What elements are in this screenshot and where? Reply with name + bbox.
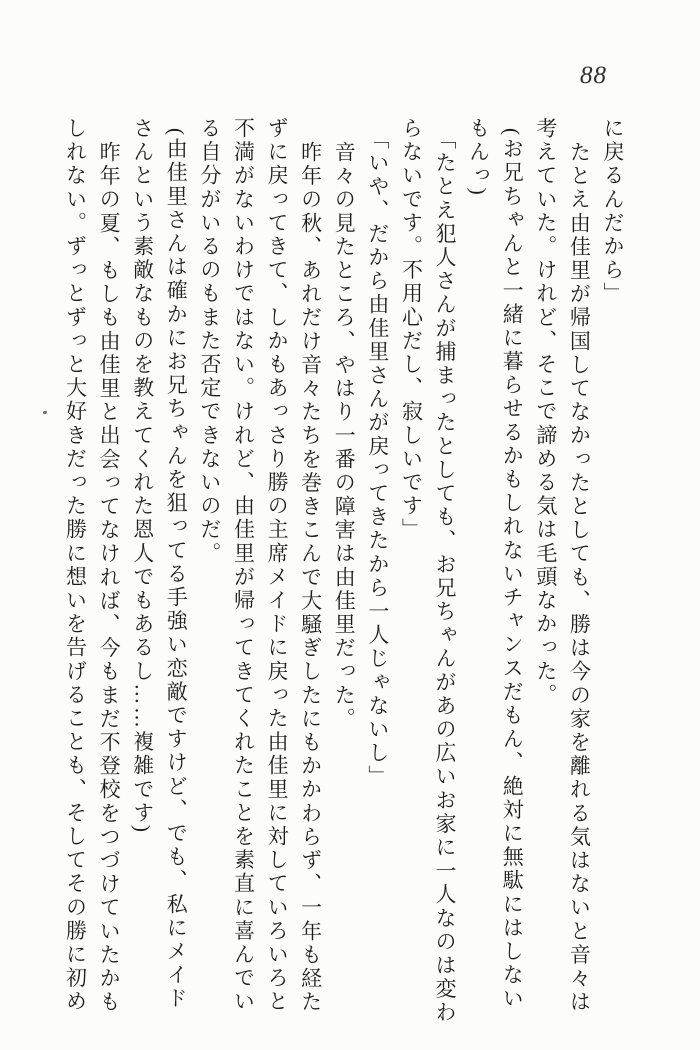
text-line: たとえ由佳里が帰国してなかったとしても、勝は今の家を離れる気はないと音々は [567, 140, 592, 1014]
text-line: しれない。ずっとずっと大好きだった勝に想いを告げることも、そしてその勝に初め [63, 117, 88, 1014]
text-line: さんという素敵なものを教えてくれた恩人でもあるし……複雑です) [130, 117, 155, 835]
text-line: (お兄ちゃんと一緒に暮らせるかもしれないチャンスだもん、絶対に無駄にはしない [500, 128, 525, 1011]
text-line: 「たとえ犯人さんが捕まったとしても、お兄ちゃんがあの広いお家に一人なのは変わ [433, 128, 458, 1025]
text-line: (由佳里さんは確かにお兄ちゃんを狙ってる手強い恋敵ですけど、でも、私にメイド [164, 128, 189, 1011]
text-line: 音々の見たところ、やはり一番の障害は由佳里だった。 [332, 140, 357, 731]
text-line: 不満がないわけではない。けれど、由佳里が帰ってきてくれたことを素直に喜んでい [231, 117, 256, 1014]
print-artifact [43, 410, 48, 414]
text-line: もんっ) [466, 117, 491, 198]
text-line: る自分がいるのもまた否定できないのだ。 [197, 117, 222, 566]
text-line: らないです。不用心だし、寂しいです」 [399, 117, 424, 542]
text-line: 昨年の秋、あれだけ音々たちを巻きこんで大騒ぎしたにもかかわらず、一年も経た [298, 140, 323, 1014]
text-line: ずに戻ってきて、しかもあっさり勝の主席メイドに戻った由佳里に対していろいろと [265, 117, 290, 1014]
vertical-text-block [58, 117, 629, 1025]
text-line: に戻るんだから」 [601, 117, 625, 306]
text-line: 昨年の夏、もしも由佳里と出会ってなければ、今もまだ不登校をつづけていたかも [97, 140, 122, 1014]
text-line: 考えていた。けれど、そこで諦める気は毛頭なかった。 [533, 117, 558, 707]
text-line: 「いや、だから由佳里さんが戻ってきたから一人じゃないし」 [365, 128, 390, 789]
page-number: 88 [580, 62, 607, 89]
